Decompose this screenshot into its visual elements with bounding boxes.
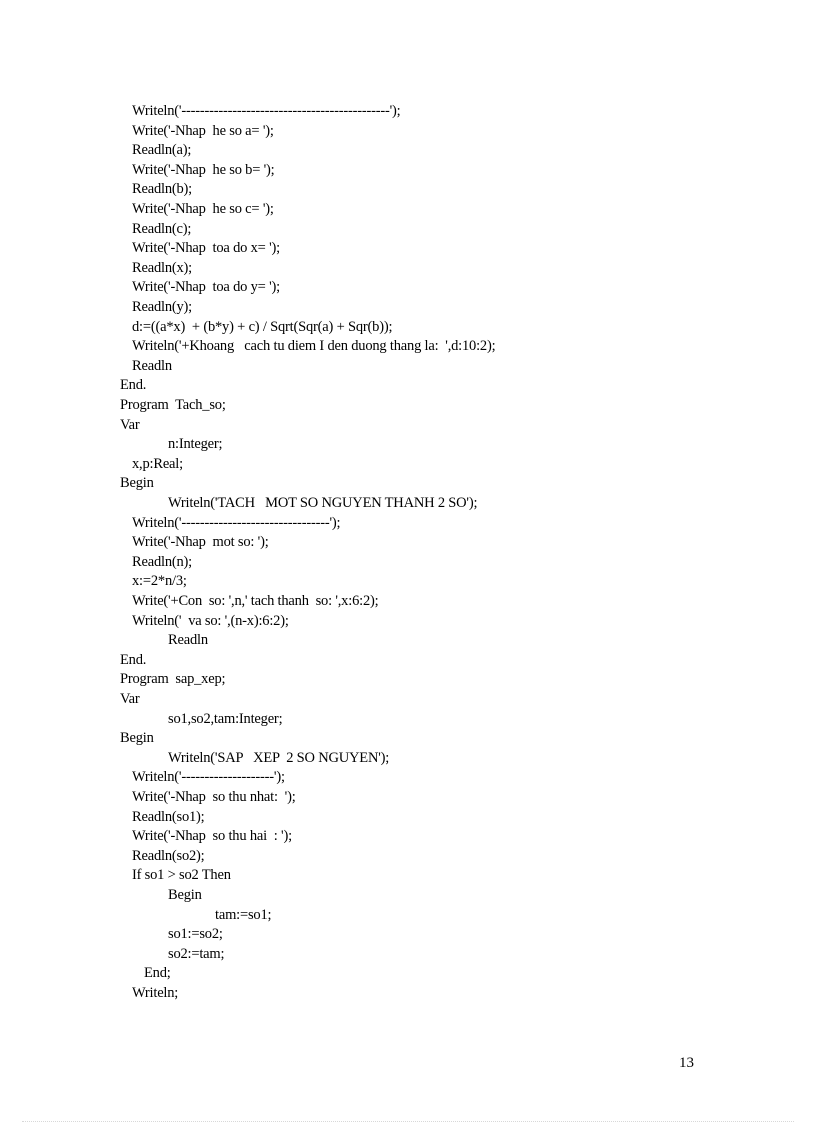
code-line: Write('-Nhap toa do x= '); <box>132 240 280 257</box>
page-bottom-divider <box>22 1121 794 1122</box>
code-line: Writeln; <box>132 985 179 1001</box>
code-line: Writeln('--------------------'); <box>132 769 285 786</box>
code-line: Begin <box>120 730 154 747</box>
code-line: Program sap_xep; <box>120 671 226 688</box>
code-line: Writeln('SAP XEP 2 SO NGUYEN'); <box>168 749 390 766</box>
code-line: Write('-Nhap he so b= '); <box>132 161 275 178</box>
code-line: Readln(x); <box>132 259 193 276</box>
code-line: Begin <box>120 475 154 492</box>
code-line: End. <box>120 651 147 668</box>
code-line: Write('-Nhap mot so: '); <box>132 534 269 551</box>
code-line: so1:=so2; <box>168 926 223 943</box>
code-line: Readln(y); <box>132 299 193 315</box>
code-line: so1,so2,tam:Integer; <box>168 710 283 727</box>
code-line: Readln(n); <box>132 553 193 570</box>
page-number: 13 <box>679 1055 694 1071</box>
code-line: Var <box>120 416 140 433</box>
code-line: Readln(so1); <box>132 808 205 825</box>
code-line: n:Integer; <box>168 436 223 453</box>
code-line: Readln(a); <box>132 142 192 159</box>
code-line: Readln <box>168 632 208 649</box>
code-line: Writeln('TACH MOT SO NGUYEN THANH 2 SO'); <box>168 495 478 511</box>
code-line: tam:=so1; <box>215 906 272 923</box>
code-line: x,p:Real; <box>132 455 183 472</box>
code-line: Readln(c); <box>132 220 192 237</box>
code-line: Write('-Nhap toa do y= '); <box>132 279 280 296</box>
code-line: Write('-Nhap he so a= '); <box>132 122 274 139</box>
code-line: so2:=tam; <box>168 945 225 962</box>
code-line: If so1 > so2 Then <box>132 867 231 884</box>
code-line: d:=((a*x) + (b*y) + c) / Sqrt(Sqr(a) + Sqr(b)); <box>132 318 393 335</box>
code-line: Readln(b); <box>132 181 193 198</box>
code-line: Readln <box>132 357 172 374</box>
code-line: Var <box>120 691 140 707</box>
code-line: Writeln(' va so: ',(n-x):6:2); <box>132 612 289 629</box>
code-line: Writeln('---------------------------------------------'); <box>132 103 401 119</box>
code-line: Write('-Nhap so thu nhat: '); <box>132 789 296 805</box>
code-line: Program Tach_so; <box>120 397 226 413</box>
code-line: Begin <box>168 887 202 903</box>
code-line: Writeln('--------------------------------'); <box>132 514 341 531</box>
code-line: Readln(so2); <box>132 847 205 864</box>
code-line: End; <box>144 965 171 982</box>
code-line: End. <box>120 377 147 394</box>
code-line: Write('+Con so: ',n,' tach thanh so: ',x:6:2); <box>132 593 379 609</box>
code-line: Writeln('+Khoang cach tu diem I den duong thang la: ',d:10:2); <box>132 338 496 355</box>
code-line: Write('-Nhap he so c= '); <box>132 201 274 217</box>
code-line: Write('-Nhap so thu hai : '); <box>132 828 292 845</box>
code-line: x:=2*n/3; <box>132 573 187 590</box>
